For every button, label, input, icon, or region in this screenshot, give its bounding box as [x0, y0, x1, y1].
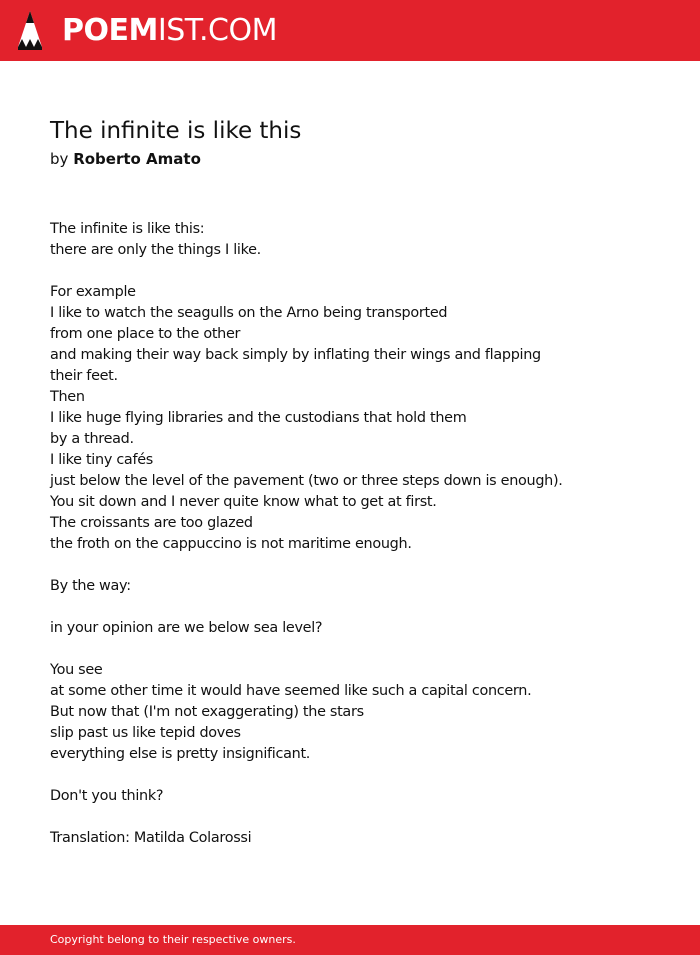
poem-line: their feet. — [50, 368, 118, 384]
poem-line: everything else is pretty insignificant. — [50, 746, 311, 762]
stanza-break — [50, 555, 670, 576]
copyright-notice: Copyright belong to their respective owners. — [50, 933, 296, 946]
author-name: Roberto Amato — [73, 150, 201, 168]
poem-line: Don't you think? — [50, 788, 164, 804]
poem-line: The croissants are too glazed — [50, 515, 253, 531]
poem-line: slip past us like tepid doves — [50, 725, 241, 741]
logo-text-light: IST.COM — [157, 13, 277, 48]
poem-line: I like tiny cafés — [50, 452, 153, 468]
poem-line: For example — [50, 284, 136, 300]
stanza-break — [50, 597, 670, 618]
stanza-break — [50, 261, 670, 282]
poem-line: just below the level of the pavement (two or three steps down is enough). — [50, 473, 563, 489]
poem-line: You sit down and I never quite know what to get at first. — [50, 494, 437, 510]
poem-body — [50, 219, 670, 807]
poem-title: The infinite is like this — [50, 118, 302, 144]
poem-line: You see — [50, 662, 103, 678]
poem-line: The infinite is like this: — [50, 221, 205, 237]
poem-line: there are only the things I like. — [50, 242, 261, 258]
poem-line: by a thread. — [50, 431, 134, 447]
stanza-break — [50, 765, 670, 786]
poem-line: at some other time it would have seemed like such a capital concern. — [50, 683, 532, 699]
site-footer — [0, 925, 700, 955]
poem-line: in your opinion are we below sea level? — [50, 620, 323, 636]
site-logo[interactable] — [62, 13, 277, 49]
logo-text-bold: POEM — [62, 13, 158, 48]
poem-line: I like huge flying libraries and the custodians that hold them — [50, 410, 467, 426]
site-header — [0, 0, 700, 61]
poem-line: and making their way back simply by inflating their wings and flapping — [50, 347, 541, 363]
poem-line: By the way: — [50, 578, 131, 594]
poem-line: the froth on the cappuccino is not maritime enough. — [50, 536, 412, 552]
pencil-tip-icon[interactable] — [16, 9, 44, 51]
by-label: by — [50, 150, 69, 168]
translation-credit: Translation: Matilda Colarossi — [50, 830, 252, 846]
poem-line: But now that (I'm not exaggerating) the stars — [50, 704, 364, 720]
stanza-break — [50, 639, 670, 660]
poem-line: I like to watch the seagulls on the Arno being transported — [50, 305, 448, 321]
poem-line: Then — [50, 389, 85, 405]
poem-line: from one place to the other — [50, 326, 241, 342]
byline — [50, 148, 201, 170]
